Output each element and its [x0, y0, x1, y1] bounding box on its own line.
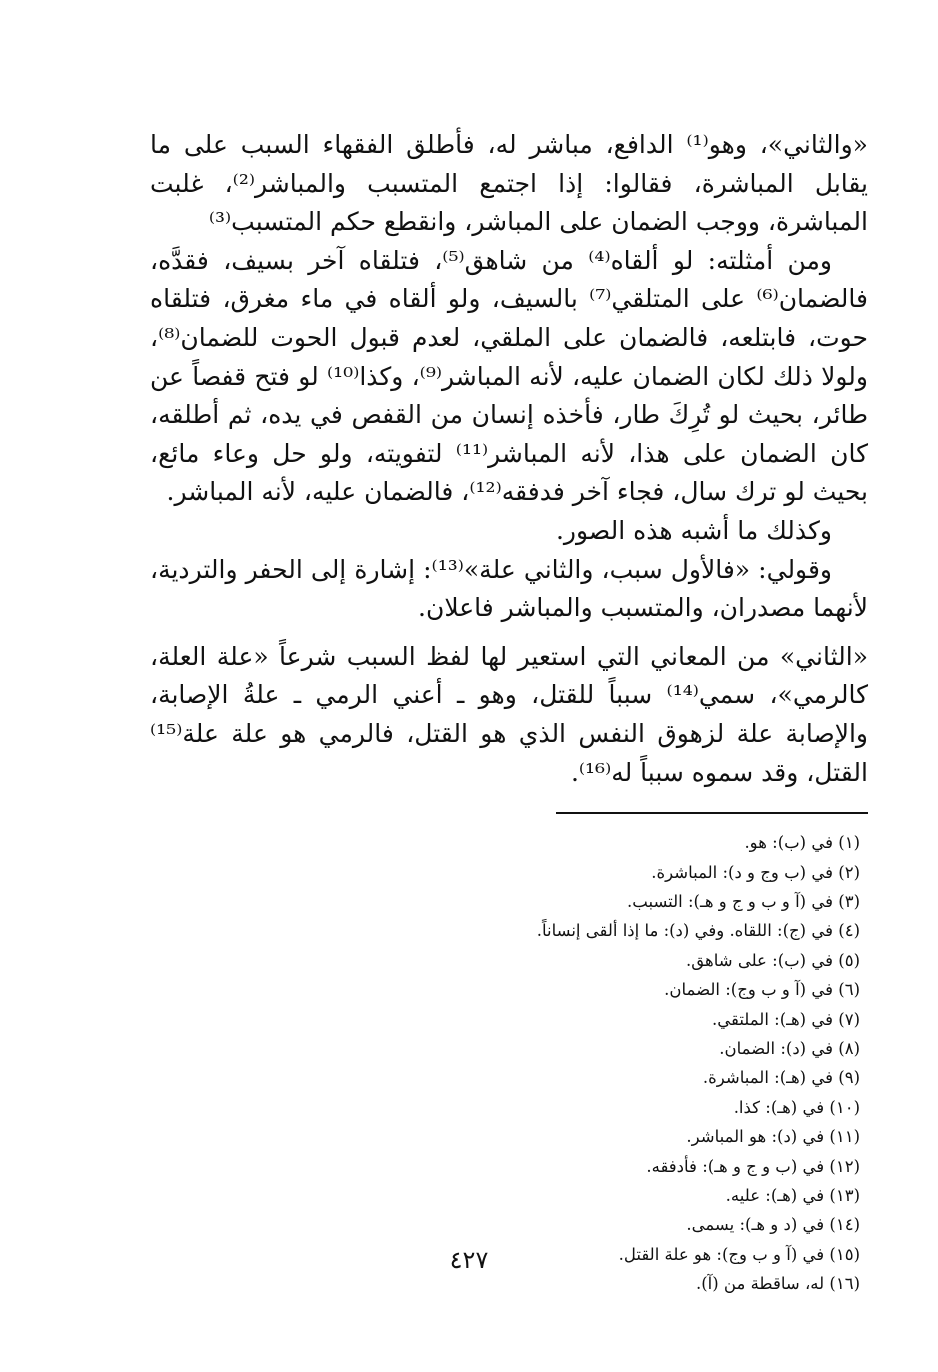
footnote-item: (٢) في (ب وج و د): المباشرة. [651, 862, 860, 882]
footnote-item: (٤) في (ج): اللقاه. وفي (د): ما إذا ألقى إنساناً. [536, 921, 860, 941]
footnote-item: (١٢) في (ب و ج و هـ): فأدفقه. [646, 1156, 860, 1176]
paragraph-5: «الثاني» من المعاني التي استعير لها لفظ السبب شرعاً «علة العلة، كالرمي»، سمي⁽¹⁴⁾ سبباً للقتل، وهو ـ أعني الرمي ـ علةُ الإصابة، والإصابة علة لزهوق النفس الذي هو القتل، فالرمي هو علة علة⁽¹⁵⁾ القتل، وقد سموه سبباً له⁽¹⁶⁾. [150, 641, 868, 787]
footnote-item: (١٦) له، ساقطة من (آ). [695, 1274, 860, 1294]
main-text [150, 126, 868, 792]
footnote-item: (٣) في (آ و ب و ج و هـ): التسبب. [627, 891, 860, 911]
page-content [150, 126, 868, 1299]
footnote-item: (١١) في (د): هو المباشر. [686, 1127, 860, 1147]
footnote-item: (١٠) في (هـ): كذا. [733, 1097, 860, 1117]
paragraph-2: ومن أمثلته: لو ألقاه⁽⁴⁾ من شاهق⁽⁵⁾، فتلقاه آخر بسيف، فقدَّه، فالضمان⁽⁶⁾ على المتلقي⁽⁷⁾ بالسيف، ولو ألقاه في ماء مغرق، فتلقاه حوت، فابتلعه، فالضمان على الملقي، لعدم قبول الحوت للضمان⁽⁸⁾، ولولا ذلك لكان الضمان عليه، لأنه المباشر⁽⁹⁾، وكذا⁽¹⁰⁾ لو فتح قفصاً عن طائر، بحيث لو تُرِكَ طار، فأخذه إنسان من القفص في يده، ثم أطلقه، كان الضمان على هذا، لأنه المباشر⁽¹¹⁾ لتفويته، ولو حل وعاء مائع، بحيث لو ترك سال، فجاء آخر فدفقه⁽¹²⁾، فالضمان عليه، لأنه المباشر. [150, 245, 868, 507]
footnote-item: (١٣) في (هـ): عليه. [725, 1185, 860, 1205]
footnotes-list [150, 828, 868, 1299]
footnote-divider [556, 812, 868, 814]
page-number: ٤٢٧ [449, 1246, 489, 1274]
paragraph-1: «والثاني»، وهو⁽¹⁾ الدافع، مباشر له، فأطلق الفقهاء السبب على ما يقابل المباشرة، فقالوا: إذا اجتمع المتسبب والمباشر⁽²⁾، غلبت المباشرة، ووجب الضمان على المباشر، وانقطع حكم المتسبب⁽³⁾ [150, 130, 868, 237]
footnote-item: (٥) في (ب): على شاهق. [686, 950, 860, 970]
footnote-item: (٦) في (آ و ب وج): الضمان. [664, 980, 860, 1000]
paragraph-4: وقولي: «فالأول سبب، والثاني علة»⁽¹³⁾: إشارة إلى الحفر والتردية، لأنهما مصدران، والمتسبب والمباشر فاعلان. [150, 554, 868, 623]
footnote-item: (١٥) في (آ و ب وج): هو علة القتل. [618, 1244, 860, 1264]
footnote-item: (١) في (ب): هو. [744, 833, 860, 853]
footnote-item: (٧) في (هـ): الملتقي. [711, 1009, 860, 1029]
footnote-item: (٩) في (هـ): المباشرة. [702, 1068, 860, 1088]
paragraph-3: وكذلك ما أشبه هذه الصور. [555, 515, 832, 545]
footnote-item: (١٤) في (د و هـ): يسمى. [686, 1215, 860, 1235]
footnote-item: (٨) في (د): الضمان. [719, 1038, 860, 1058]
